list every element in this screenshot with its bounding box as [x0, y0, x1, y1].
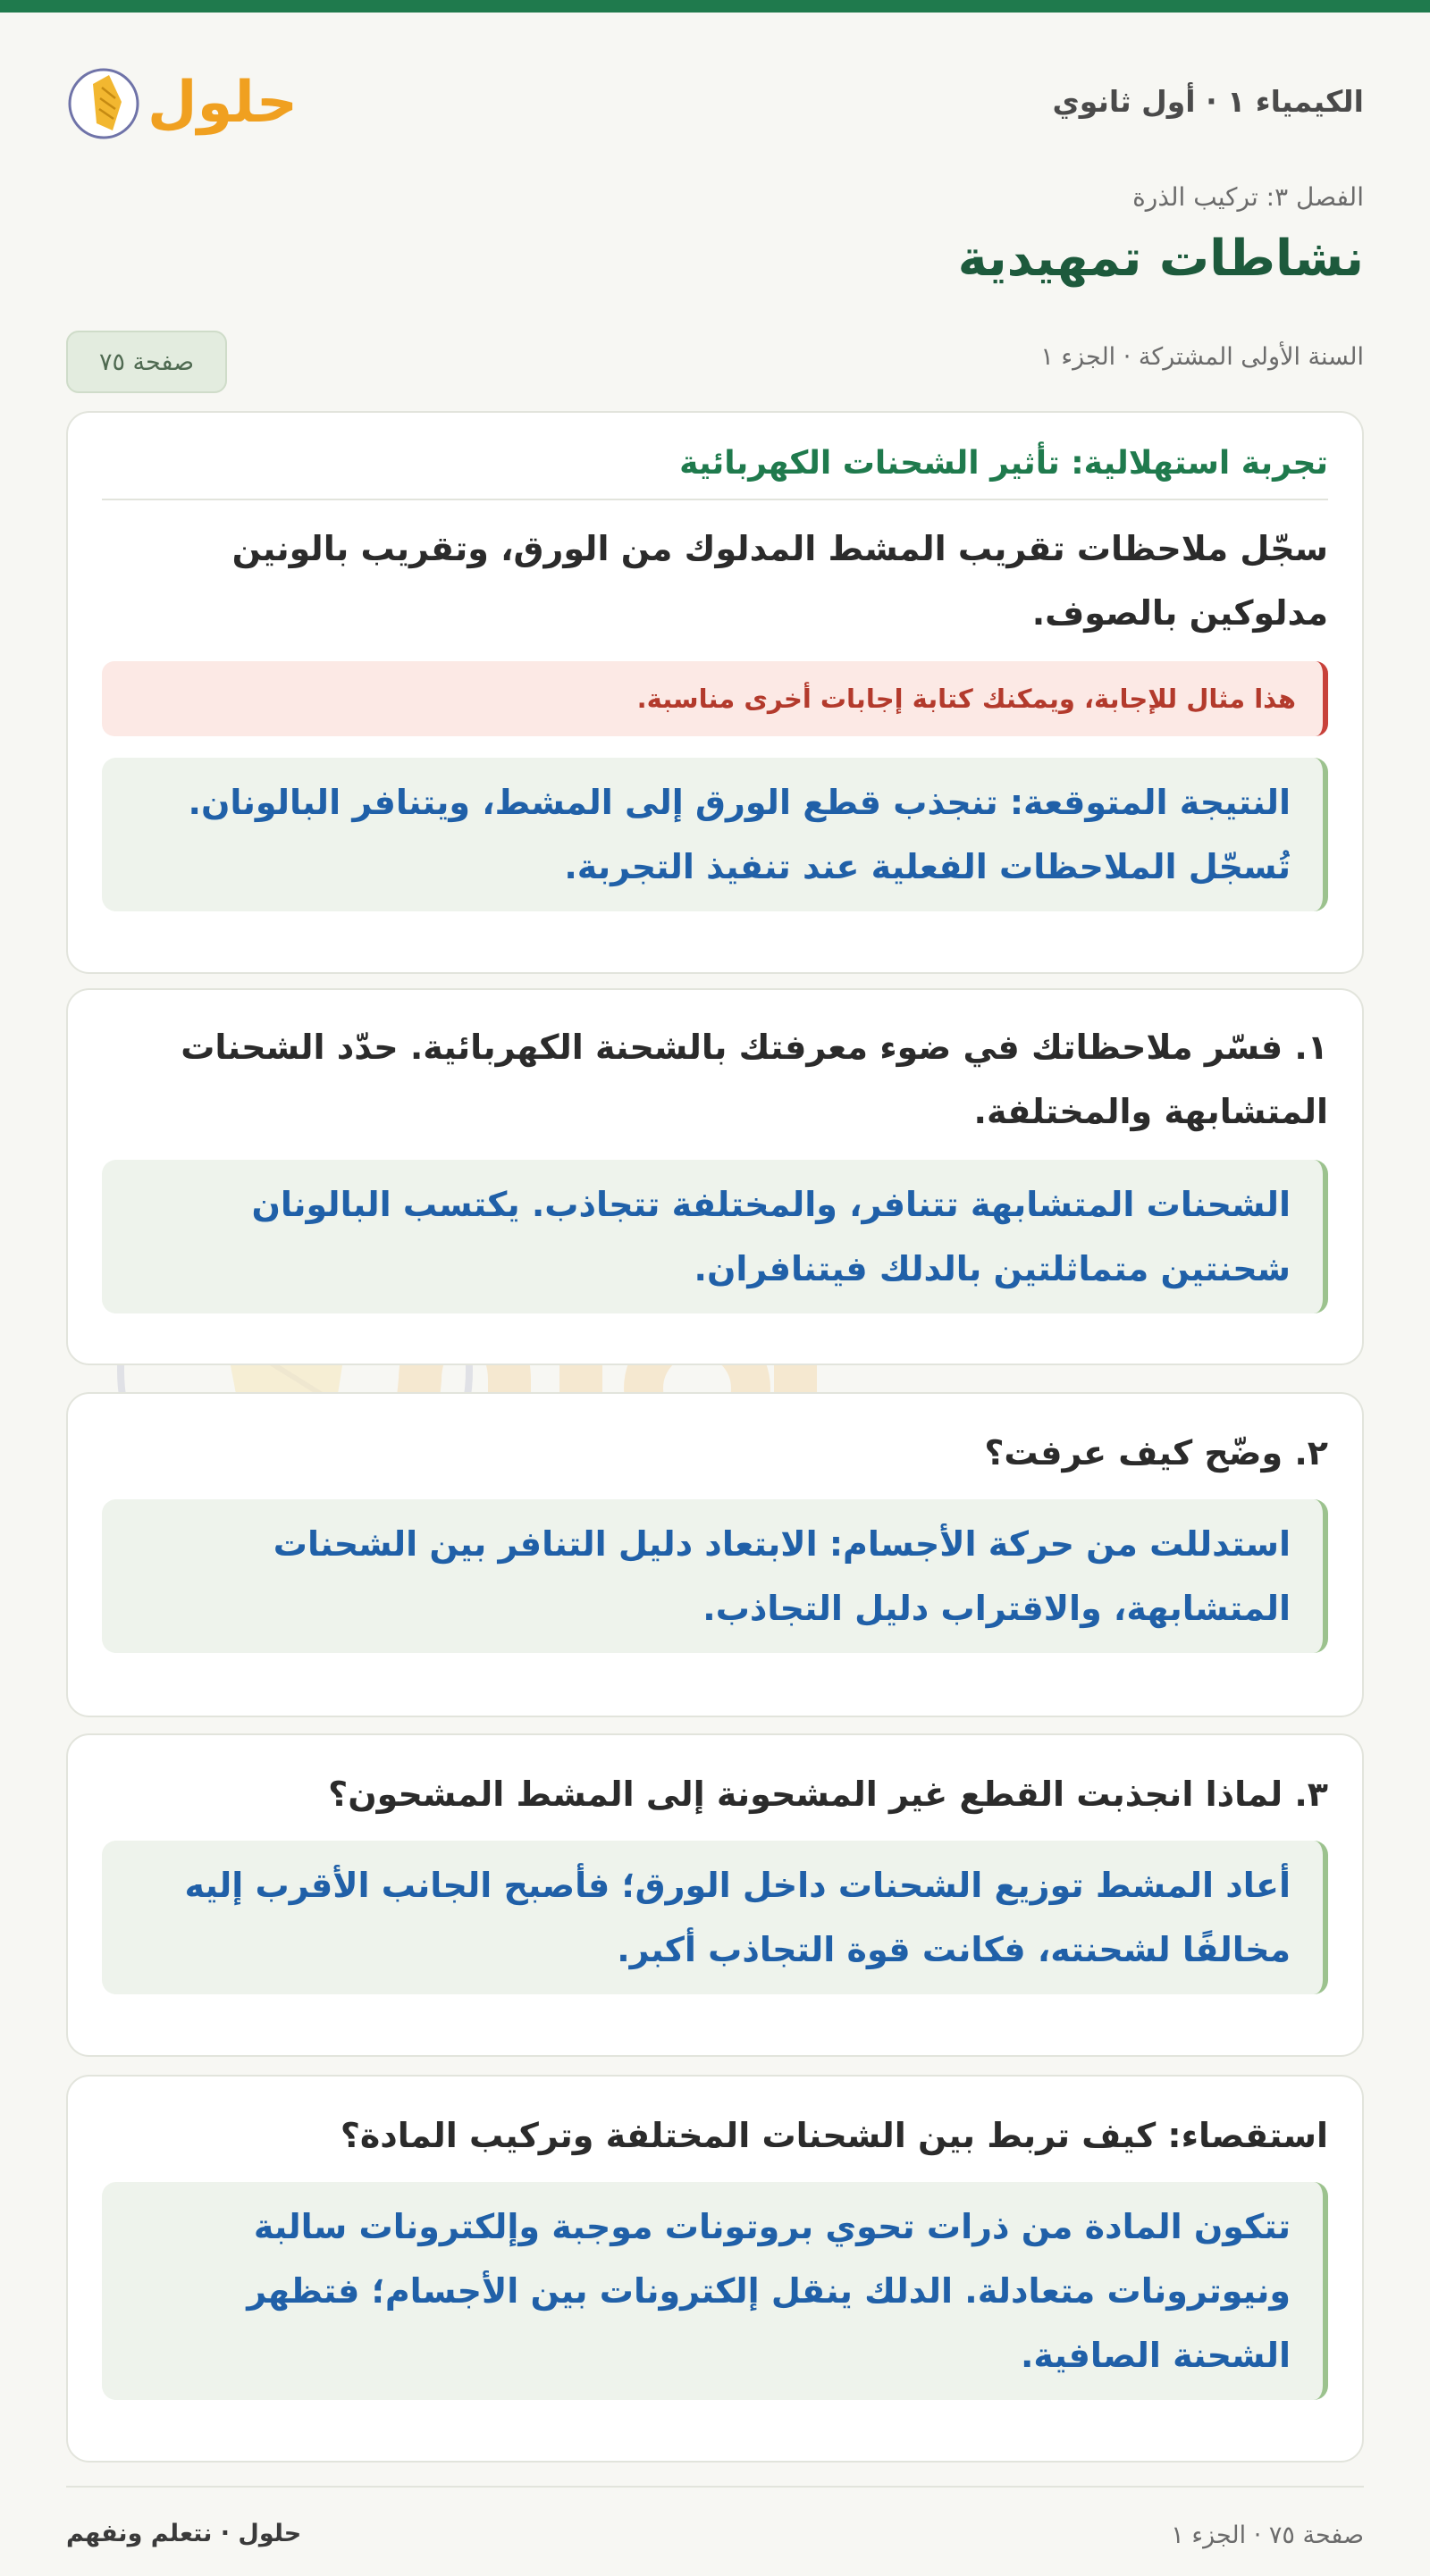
- chapter-label: الفصل ٣: تركيب الذرة: [1132, 182, 1364, 212]
- svg-text:حلول: حلول: [147, 70, 298, 136]
- question-text: ٣. لماذا انجذبت القطع غير المشحونة إلى المشط المشحون؟: [328, 1775, 1328, 1814]
- answer-box: استدللت من حركة الأجسام: الابتعاد دليل التنافر بين الشحنات المتشابهة، والاقتراب دليل التجاذب.: [102, 1499, 1328, 1653]
- header: [66, 48, 1364, 138]
- experiment-answer: النتيجة المتوقعة: تنجذب قطع الورق إلى المشط، ويتنافر البالونان. تُسجّل الملاحظات الفعلية عند تنفيذ التجربة.: [102, 758, 1328, 911]
- question-text: ١. فسّر ملاحظاتك في ضوء معرفتك بالشحنة الكهربائية. حدّد الشحنات المتشابهة والمختلفة.: [181, 1028, 1328, 1131]
- page: [0, 13, 1430, 2576]
- question-card: [66, 1733, 1364, 2057]
- answer-box: أعاد المشط توزيع الشحنات داخل الورق؛ فأصبح الجانب الأقرب إليه مخالفًا لشحنته، فكانت قوة التجاذب أكبر.: [102, 1841, 1328, 1994]
- divider: [102, 499, 1328, 500]
- footer-divider: [66, 2486, 1364, 2488]
- experiment-card: [66, 411, 1364, 974]
- inquiry-card: [66, 2075, 1364, 2463]
- question-card: [66, 988, 1364, 1365]
- sample-answer-note: هذا مثال للإجابة، ويمكنك كتابة إجابات أخرى مناسبة.: [102, 661, 1328, 736]
- experiment-question: سجّل ملاحظات تقريب المشط المدلوك من الورق، وتقريب بالونين مدلوكين بالصوف.: [231, 529, 1328, 633]
- question-text: ٢. وضّح كيف عرفت؟: [984, 1433, 1328, 1473]
- page-number-badge: صفحة ٧٥: [66, 331, 227, 393]
- logo[interactable]: [66, 59, 299, 148]
- book-meta: السنة الأولى المشتركة · الجزء ١: [1040, 343, 1364, 371]
- subject-title: الكيمياء ١ · أول ثانوي: [1052, 84, 1364, 119]
- top-accent-bar: [0, 0, 1430, 13]
- answer-box: تتكون المادة من ذرات تحوي بروتونات موجبة وإلكترونات سالبة ونيوترونات متعادلة. الدلك ينقل إلكترونات بين الأجسام؛ فتظهر الشحنة الصافية.: [102, 2182, 1328, 2400]
- experiment-heading: تجربة استهلالية: تأثير الشحنات الكهربائية: [679, 445, 1328, 482]
- footer-page-info: صفحة ٧٥ · الجزء ١: [1171, 2521, 1364, 2549]
- footer-brand: حلول · نتعلم ونفهم: [66, 2520, 302, 2547]
- answer-box: الشحنات المتشابهة تتنافر، والمختلفة تتجاذب. يكتسب البالونان شحنتين متماثلتين بالدلك فيتنافران.: [102, 1160, 1328, 1313]
- page-title: نشاطات تمهيدية: [957, 230, 1364, 288]
- question-card: [66, 1392, 1364, 1717]
- inquiry-question: استقصاء: كيف تربط بين الشحنات المختلفة وتركيب المادة؟: [340, 2116, 1328, 2155]
